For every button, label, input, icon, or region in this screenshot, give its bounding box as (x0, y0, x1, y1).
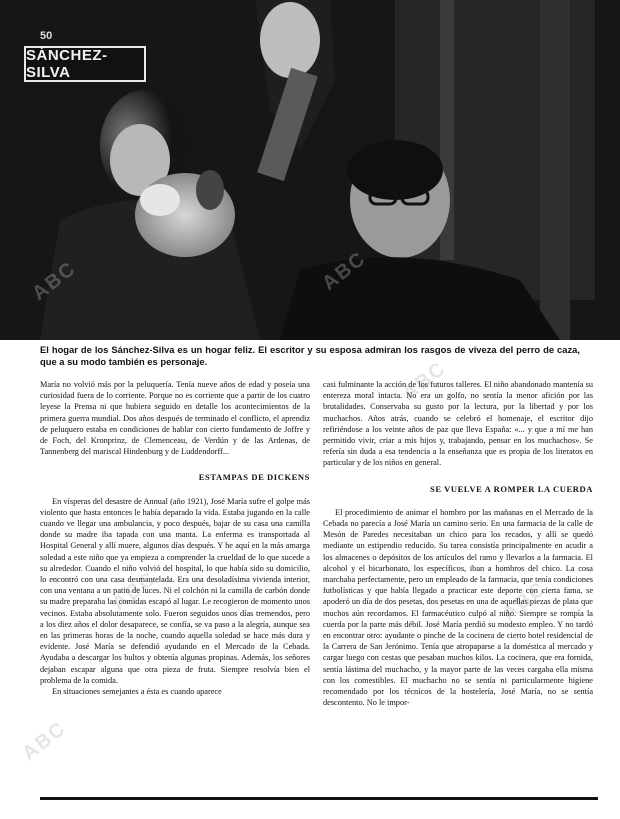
watermark: ABC (318, 247, 371, 295)
photo-caption: El hogar de los Sánchez-Silva es un hogar feliz. El escritor y su esposa admiran los rasgos de viveza del perro de caza, que a su modo también es personaje. (40, 344, 580, 367)
bottom-rule (40, 797, 598, 800)
watermark: ABC (498, 577, 551, 625)
paragraph: María no volvió más por la peluquería. Tenía nueve años de edad y poseía una curiosidad fuera de lo corriente. Porque no es corriente que a partir de los cuatro leyese la Prensa ni que hubiera seguido en detalle los acontecimientos de la primera guerra mundial. Dos años después de terminado el conflicto, el aprendiz de peluquero estaba en condiciones de hablar con cierto fundamento de Joffre y de Foch, del Kronprinz, de Clemenceau, de Verdún y de las Ardenas, de Tannenberg del mariscal Hindenburg y de Luddendorff... (40, 380, 310, 457)
paragraph: El procedimiento de animar el hombro por las mañanas en el Mercado de la Cebada no parecía a José María un camino serio. En una farmacia de la calle de Mesón de Paredes necesitaban un chico para los recados, y allí se quedó mediante un estipendio reducido. Su tarea consistía principalmente en acudir a los almacenes o depósitos de los artículos del ramo y llevarlos a la farmacia. El alcohol y el bicarbonato, los específicos, iban a hombros del chico. La cosa marchaba perfectamente, pero un empleado de la farmacia, que tenía condiciones futbolísticas y que había llegado a practicar este deporte con cierta fama, se apoderó un día de dos pesetas, dos pesetas en una de aquellas piezas de plata que muchos aún recordamos. El farmacéutico culpó al niño. Siempre se rompía la cuerda por la parte más débil. José María perdió su modesto empleo. Y no tardó en encontrar otro: ayudante o pinche de la cocinera de cierto hotel residencial de la Carrera de San Jerónimo. Tenía que atropaparse a la doméstica al mercado y cargar luego con cestas que pesaban muchos kilos. La cocinera, que era fornida, sentía lástima del muchacho, y la mayor parte de las veces cargaba ella misma con los comestibles. El muchacho no se sentía ni particularmente higiene recomendado por los técnicos de la hostelería, José María, no se sentía descontento. No le impor- (323, 507, 593, 708)
section-heading: SE VUELVE A ROMPER LA CUERDA (430, 483, 593, 494)
watermark: ABC (108, 567, 161, 615)
watermark: ABC (398, 357, 451, 405)
watermark: ABC (18, 717, 71, 765)
raised-hand (260, 2, 320, 78)
banner-title: SÁNCHEZ-SILVA (26, 47, 108, 81)
paragraph: casi fulminante la acción de los futuros talleres. El niño abandonado mantenía su entereza moral intacta. No era un golfo, no sentía la menor afición por las brutalidades. Conservaba su gusto por la lectura, por la libertad y por los muchachos. Años atrás, cuando se celebró el homenaje, el escritor dijo refiriéndose a los veinte años de paz que lleva España: «... y que a mí me han permitido vivir, criar a mis hijos y, trabajando, pensar en los muchachos». Se refería sin duda a esa tendencia a la enseñanza que es propia de los literatos en particular y de los niños en general. (323, 380, 593, 468)
paragraph: En situaciones semejantes a ésta es cuando aparece (52, 687, 222, 697)
left-column (40, 379, 310, 697)
title-banner (24, 46, 146, 82)
right-column (323, 379, 593, 708)
page-number: 50 (40, 30, 53, 42)
photograph (0, 0, 620, 340)
paragraph: En vísperas del desastre de Annual (año 1921), José María sufre el golpe más violento que hasta entonces le había deparado la vida. Estaba jugando en la calle cuando ve llegar una ambulancia, y poco después, bajar de su casa una camilla donde su madre iba tapada con una manta. La enferma es transportada al Hospital General y allí muere, algunos días después. Y he aquí en la más amarga soledad a este niño que ya empieza a comprender la crueldad de lo que sucede a su alrededor. Cuando el niño volvió del hospital, lo que había sido su domicilio, lo encontró con una casa desmantelada. Era una desoladísima vivienda interior, con una ventana a un patio de luces. Ni el colchón ni la camilla de carbón donde su madre preparaba las comidas escapó al lugar. Le recogieron de momento unos vecinos. Estaba absolutamente solo. Fueron seguidos unos días tremendos, pero a los diez años el dolor desaparece, se confía, se va paso a la alegría, aunque sea en las primeras horas de la noche, cuando aquella soledad se hace más dura y evidente. José María se defendió ayudando en el Mercado de la Cebada. Ayudaba a descargar los bultos y obtenía algunas propinas. Además, los señores dejaban escapar alguna que otra pieza de fruta. Siempre resolvía bien el problema de la comida. (40, 496, 310, 685)
section-heading: ESTAMPAS DE DICKENS (198, 472, 310, 483)
watermark: ABC (28, 257, 81, 305)
